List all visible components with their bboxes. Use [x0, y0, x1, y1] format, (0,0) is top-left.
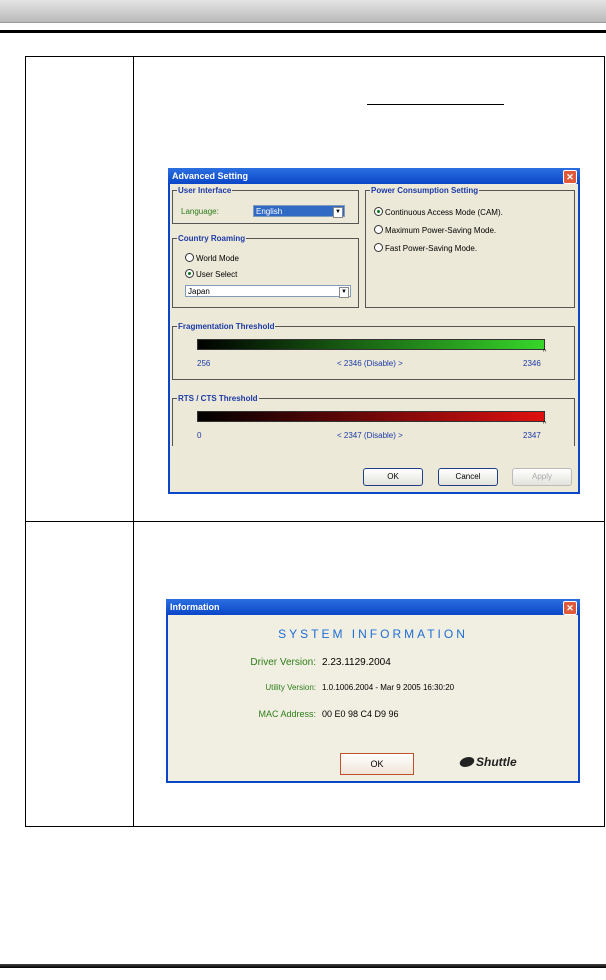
fragmentation-slider[interactable] [197, 339, 545, 350]
rts-cts-slider[interactable] [197, 411, 545, 422]
user-interface-legend: User Interface [178, 186, 232, 195]
rts-min: 0 [197, 431, 202, 440]
country-roaming-group [172, 234, 359, 308]
information-body [166, 615, 580, 783]
utility-version-label: Utility Version: [265, 683, 316, 692]
power-consumption-group [365, 186, 575, 308]
mac-address-row [198, 709, 399, 719]
user-interface-group [172, 186, 359, 224]
max-power-saving-radio[interactable] [374, 225, 496, 235]
page-header-bar [0, 0, 606, 23]
mac-address-label: MAC Address: [258, 709, 316, 719]
close-icon[interactable]: ✕ [563, 170, 577, 184]
information-title: Information [170, 602, 220, 612]
shuttle-logo-icon [458, 757, 476, 767]
rts-cts-group [172, 394, 575, 446]
country-value: Japan [188, 287, 210, 296]
cam-radio[interactable] [374, 207, 503, 217]
slider-thumb-icon[interactable]: ^ [543, 349, 547, 356]
country-select[interactable] [185, 285, 351, 297]
slider-thumb-icon[interactable]: ^ [543, 421, 547, 428]
rts-max: 2347 [523, 431, 541, 440]
driver-version-label: Driver Version: [250, 657, 316, 668]
rts-current: < 2347 (Disable) > [337, 431, 403, 440]
max-power-saving-label: Maximum Power-Saving Mode. [385, 226, 497, 235]
radio-icon[interactable] [185, 253, 194, 262]
language-label: Language: [181, 207, 219, 216]
world-mode-radio[interactable] [185, 253, 239, 263]
advanced-body [168, 184, 580, 494]
world-mode-label: World Mode [196, 254, 239, 263]
advanced-title: Advanced Setting [172, 171, 249, 181]
manual-table [25, 56, 605, 827]
country-roaming-legend: Country Roaming [178, 234, 246, 243]
shuttle-logo [460, 755, 517, 769]
driver-version-value: 2.23.1129.2004 [322, 657, 391, 668]
radio-icon[interactable] [374, 243, 383, 252]
ok-button[interactable]: OK [363, 468, 423, 486]
info-ok-button[interactable]: OK [340, 753, 414, 775]
user-select-label: User Select [196, 270, 238, 279]
advanced-title-bar [168, 168, 580, 184]
language-select[interactable] [253, 205, 345, 217]
advanced-setting-window [168, 168, 580, 494]
footer-rule [0, 964, 606, 968]
fast-power-saving-radio[interactable] [374, 243, 477, 253]
utility-version-row [198, 683, 454, 692]
fragmentation-current: < 2346 (Disable) > [337, 359, 403, 368]
table-cell-information [134, 522, 605, 827]
language-value: English [256, 207, 283, 216]
radio-icon[interactable] [374, 225, 383, 234]
close-icon[interactable]: ✕ [563, 601, 577, 615]
fragmentation-legend: Fragmentation Threshold [178, 322, 275, 331]
system-information-heading: SYSTEM INFORMATION [278, 627, 468, 641]
cam-label: Continuous Access Mode (CAM). [385, 208, 503, 217]
apply-button[interactable]: Apply [512, 468, 572, 486]
mac-address-value: 00 E0 98 C4 D9 96 [322, 709, 399, 719]
table-cell-label [26, 522, 134, 827]
underline-mark [367, 104, 504, 105]
table-cell-label [26, 57, 134, 522]
header-rule [0, 30, 606, 33]
cancel-button[interactable]: Cancel [438, 468, 498, 486]
radio-selected-icon[interactable] [185, 269, 194, 278]
utility-version-value: 1.0.1006.2004 - Mar 9 2005 16:30:20 [322, 683, 455, 692]
fragmentation-max: 2346 [523, 359, 541, 368]
information-window [166, 599, 580, 783]
fast-power-saving-label: Fast Power-Saving Mode. [385, 244, 478, 253]
chevron-down-icon[interactable]: ▼ [333, 207, 343, 218]
information-title-bar [166, 599, 580, 615]
fragmentation-group [172, 322, 575, 380]
shuttle-logo-text: Shuttle [476, 755, 517, 769]
power-legend: Power Consumption Setting [371, 186, 479, 195]
chevron-down-icon[interactable]: ▼ [339, 287, 349, 298]
rts-legend: RTS / CTS Threshold [178, 394, 258, 403]
fragmentation-min: 256 [197, 359, 211, 368]
radio-selected-icon[interactable] [374, 207, 383, 216]
table-cell-advanced [134, 57, 605, 522]
driver-version-row [198, 657, 391, 668]
user-select-radio[interactable] [185, 269, 237, 279]
